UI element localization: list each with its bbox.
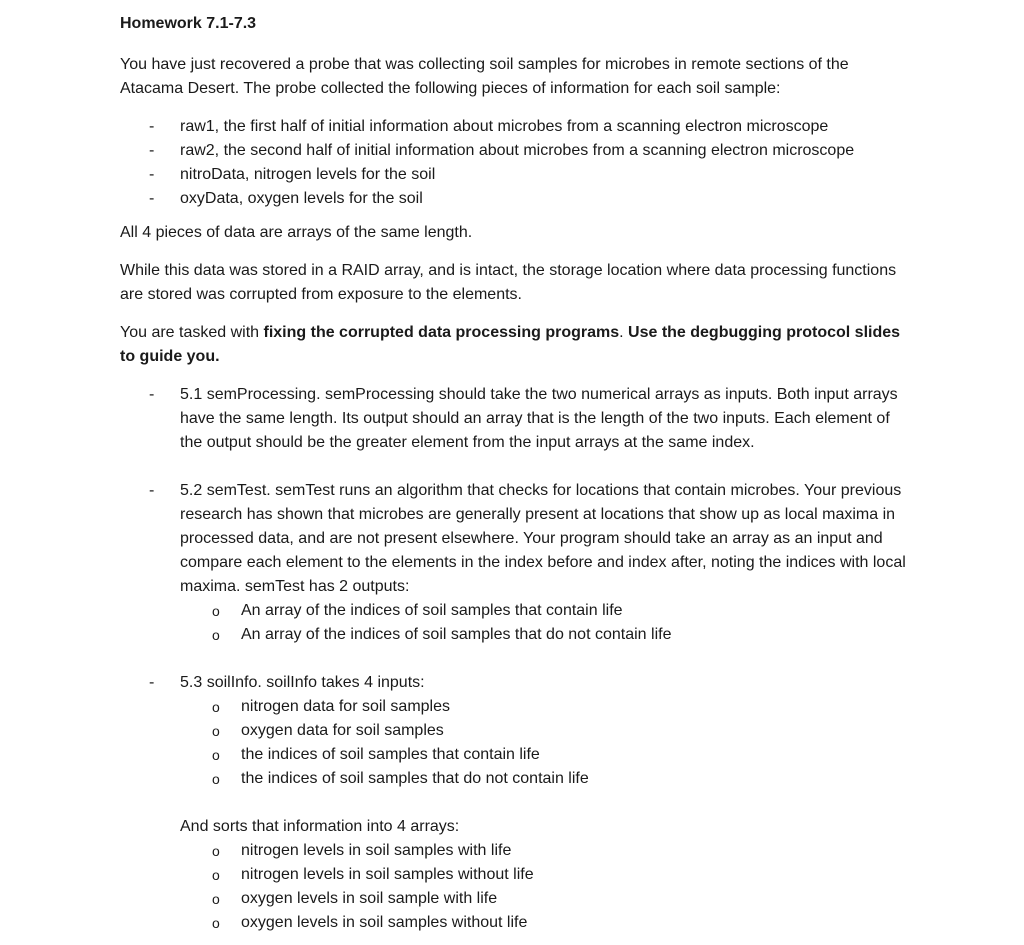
task-intro-prefix: You are tasked with xyxy=(120,324,264,341)
task-sem-processing-text: 5.1 semProcessing. semProcessing should take the two numerical arrays as inputs. Both input arrays have the same length. Its output should an array that is the length of the two inputs. Each element of the output should be the greater element from the input arrays at the same index. xyxy=(180,386,898,451)
document-title: Homework 7.1-7.3 xyxy=(120,15,257,32)
intro-paragraph: You have just recovered a probe that was collecting soil samples for microbes in remote sections of the Atacama Desert. The probe collected the following pieces of information for each soil sample: xyxy=(120,56,849,97)
homework-document xyxy=(120,12,910,935)
same-length-paragraph: All 4 pieces of data are arrays of the same length. xyxy=(120,224,473,241)
storage-paragraph: While this data was stored in a RAID array, and is intact, the storage location where data processing functions are stored was corrupted from exposure to the elements. xyxy=(120,262,897,303)
list-item: o oxygen levels in soil sample with life xyxy=(180,887,910,911)
soil-info-sort-block xyxy=(120,815,910,935)
task-list xyxy=(120,383,910,791)
task-soil-info xyxy=(120,671,910,791)
task-soil-info-text: 5.3 soilInfo. soilInfo takes 4 inputs: xyxy=(180,674,425,691)
list-item: o the indices of soil samples that do not contain life xyxy=(180,767,910,791)
list-item: o oxygen levels in soil samples without life xyxy=(180,911,910,935)
task-intro-mid: . xyxy=(619,324,629,341)
list-item: - raw1, the first half of initial information about microbes from a scanning electron microscope xyxy=(120,115,910,139)
list-item: o oxygen data for soil samples xyxy=(180,719,910,743)
list-item: o nitrogen levels in soil samples with life xyxy=(180,839,910,863)
task-intro-paragraph xyxy=(120,321,910,369)
list-item: o An array of the indices of soil samples that do not contain life xyxy=(180,623,910,647)
list-item: - raw2, the second half of initial information about microbes from a scanning electron microscope xyxy=(120,139,910,163)
soil-info-sort-text: And sorts that information into 4 arrays: xyxy=(180,818,460,835)
list-item: o nitrogen data for soil samples xyxy=(180,695,910,719)
task-intro-bold: fixing the corrupted data processing programs xyxy=(263,324,620,341)
list-item: o nitrogen levels in soil samples without life xyxy=(180,863,910,887)
list-item: - oxyData, oxygen levels for the soil xyxy=(120,187,910,211)
soil-info-arrays-list xyxy=(180,839,910,935)
task-sem-test-text: 5.2 semTest. semTest runs an algorithm that checks for locations that contain microbes. Your previous research has shown that microbes are generally present at locations that show up as local maxima in processed data, and are not present elsewhere. Your program should take an array as an input and compare each element to the elements in the index before and index after, noting the indices with local maxima. semTest has 2 outputs: xyxy=(180,482,906,595)
data-items-list xyxy=(120,115,910,211)
sem-test-outputs-list xyxy=(180,599,910,647)
task-intro-bold-instruction: Use the degbugging protocol slides to guide you. xyxy=(120,324,901,365)
task-sem-test xyxy=(120,479,910,647)
list-item: - nitroData, nitrogen levels for the soil xyxy=(120,163,910,187)
task-sem-processing xyxy=(120,383,910,455)
soil-info-inputs-list xyxy=(180,695,910,791)
list-item: o the indices of soil samples that contain life xyxy=(180,743,910,767)
list-item: o An array of the indices of soil samples that contain life xyxy=(180,599,910,623)
